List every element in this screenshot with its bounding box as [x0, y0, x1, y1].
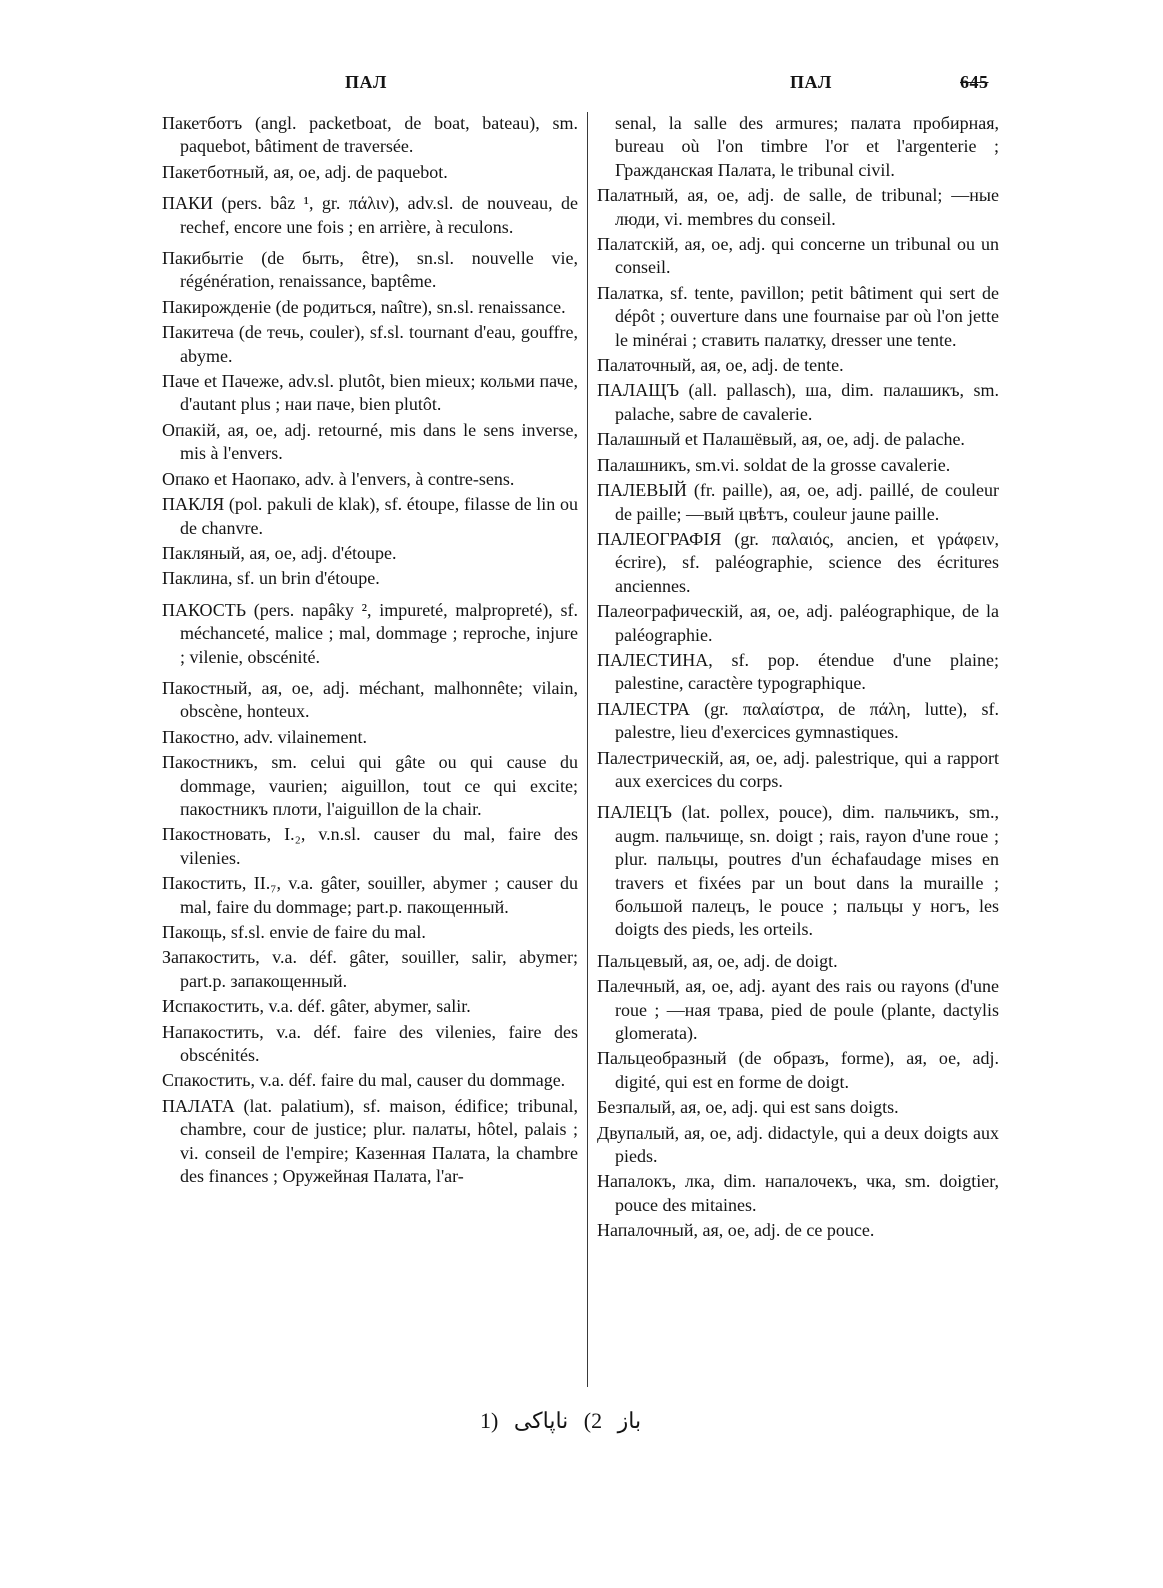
footnotes: [480, 1408, 651, 1434]
entry-palatka: Палатка, sf. tente, pavillon; petit bâtiment qui sert de dépôt ; ouverture dans une fournaise par où l'on jette le minérai ; ставить палатку, dresser une tente.: [597, 282, 999, 350]
running-head-left: ПАЛ: [345, 72, 387, 92]
entry-palestricheskii: Палестрическій, ая, ое, adj. palestrique, qui a rapport aux exercices du corps.: [597, 747, 999, 791]
entry-pakibytie: Пакибытіе (de быть, être), sn.sl. nouvelle vie, régénération, renaissance, baptême.: [162, 248, 578, 292]
entry-palestra: ПАЛЕСТРА (gr. παλαίστρα, de πάλη, lutte), sf. palestre, lieu d'exercices gymnastiques.: [597, 698, 999, 743]
entry-opakii: Опакій, ая, ое, adj. retourné, mis dans le sens inverse, mis à l'envers.: [162, 419, 578, 464]
entry-paltsevyi: Пальцевый, ая, ое, adj. de doigt.: [597, 950, 838, 971]
entry-opako: Опако et Наопако, adv. à l'envers, à contre-sens.: [162, 468, 515, 489]
entry-napalok: Напалокъ, лка, dim. напалочекъ, чка, sm. doigtier, pouce des mitaines.: [597, 1171, 999, 1215]
footnote-1-text: باز: [617, 1408, 642, 1433]
entry-pakirozhdenie: Пакирожденіе (de родиться, naître), sn.sl. renaissance.: [162, 296, 566, 317]
entry-pakostnyi: Пакостный, ая, ое, adj. méchant, malhonnête; vilain, obscène, honteux.: [162, 677, 578, 722]
entry-palashnyi: Палашный et Палашёвый, ая, ое, adj. de palache.: [597, 429, 965, 450]
entry-palash: ПАЛАЩЪ (all. pallasch), ша, dim. палашикъ, sm. palache, sabre de cavalerie.: [597, 380, 999, 424]
entry-palatskii: Палатскій, ая, ое, adj. qui concerne un tribunal ou un conseil.: [597, 234, 999, 278]
entry-palechnyi: Палечный, ая, ое, adj. ayant des rais ou rayons (d'une roue ; —ная трава, pied de poule (plante, dactylis glomerata).: [597, 976, 999, 1044]
column-divider: [587, 112, 588, 1387]
entry-pakostnovat: Пакостновать, I.₂, v.n.sl. causer du mal, faire des vilenies.: [162, 824, 578, 868]
entry-spakostit: Спакостить, v.a. déf. faire du mal, causer du dommage.: [162, 1070, 566, 1091]
entry-paketbotnyi: Пакетботный, ая, ое, adj. de paquebot.: [162, 161, 448, 182]
right-column: [597, 112, 999, 1245]
entry-dvupalyi: Двупалый, ая, ое, adj. didactyle, qui a deux doigts aux pieds.: [597, 1122, 999, 1167]
entry-pakostnik: Пакостникъ, sm. celui qui gâte ou qui cause du dommage, vaurien; aiguillon, tout ce qui excite; пакостникъ плоти, l'aiguillon de la chair.: [162, 752, 578, 819]
footnote-2-text: ناپاکی: [513, 1408, 569, 1433]
entry-pakost: ПАКОСТЬ (pers. napâky ², impureté, malpropreté), sf. méchanceté, malice ; mal, dommage ; reproche, injure ; vilenie, obscénité.: [162, 599, 578, 667]
entry-napakostit: Напакостить, v.a. déf. faire des vilenies, faire des obscénités.: [162, 1021, 578, 1066]
entry-paklya: ПАКЛЯ (pol. pakuli de klak), sf. étoupe, filasse de lin ou de chanvre.: [162, 494, 578, 538]
entry-paleograficheskii: Палеографическій, ая, ое, adj. paléographique, de la paléographie.: [597, 601, 999, 645]
entry-paki: ПАКИ (pers. bâz ¹, gr. πάλιν), adv.sl. de nouveau, de rechef, encore une fois ; en arrière, à reculons.: [162, 193, 578, 237]
entry-palets: ПАЛЕЦЪ (lat. pollex, pouce), dim. пальчикъ, sm., augm. пальчище, sn. doigt ; rais, rayon d'une roue ; plur. пальцы, poutres d'un échafaudage mises en travers et fixées par un bout dans la muraille ; большой палецъ, le pouce ; пальцы у ногъ, les doigts des pieds, les orteils.: [597, 802, 999, 940]
entry-palata-continued: senal, la salle des armures; палата пробирная, bureau où l'on timbre l'or et l'argenterie ; Гражданская Палата, le tribunal civil.: [615, 113, 999, 180]
entry-palata: ПАЛАТА (lat. palatium), sf. maison, édifice; tribunal, chambre, cour de justice; plur. палаты, hôtel, palais ; vi. conseil de l'empire; Казенная Палата, la chambre des finances ; Оружейная Палата, l'ar-: [162, 1095, 578, 1187]
entry-pakitecha: Пакитеча (de течь, couler), sf.sl. tournant d'eau, gouffre, abyme.: [162, 322, 578, 366]
entry-paklina: Паклина, sf. un brin d'étoupe.: [162, 568, 380, 589]
entry-paketbot: Пакетботъ (angl. packetboat, de boat, bateau), sm. paquebot, bâtiment de traversée.: [162, 113, 578, 157]
page-number: 645: [960, 72, 989, 92]
entry-zapakostit: Запакостить, v.a. déf. gâter, souiller, salir, abymer; part.p. запакощенный.: [162, 947, 578, 991]
entry-palevyi: ПАЛЕВЫЙ (fr. paille), ая, ое, adj. paillé, de couleur de paille; —вый цвѣтъ, couleur jaune paille.: [597, 480, 999, 524]
entry-pakoshch: Пакощь, sf.sl. envie de faire du mal.: [162, 922, 426, 942]
entry-paleografiya: ПАЛЕОГРАФІЯ (gr. παλαιός, ancien, et γράφειν, écrire), sf. paléographie, science des écritures anciennes.: [597, 528, 999, 596]
footnote-2-marker: 2): [583, 1408, 603, 1433]
entry-pakostno: Пакостно, adv. vilainement.: [162, 726, 368, 747]
entry-ispakostit: Испакостить, v.a. déf. gâter, abymer, salir.: [162, 996, 471, 1017]
running-head-right: ПАЛ: [790, 72, 832, 92]
entry-palatochnyi: Палаточный, ая, ое, adj. de tente.: [597, 355, 844, 376]
left-column: [162, 112, 578, 1190]
entry-pache: Паче et Пачеже, adv.sl. plutôt, bien mieux; кольми паче, d'autant plus ; наи паче, bien plutôt.: [162, 371, 578, 415]
entry-pakostit: Пакостить, II.₇, v.a. gâter, souiller, abymer ; causer du mal, faire du dommage; part.p. пакощенный.: [162, 873, 578, 917]
entry-paklyanyi: Пакляный, ая, ое, adj. d'étoupe.: [162, 542, 397, 563]
entry-paltseobraznyi: Пальцеобразный (de образъ, forme), ая, ое, adj. digité, qui est en forme de doigt.: [597, 1048, 999, 1092]
entry-palashnik: Палашникъ, sm.vi. soldat de la grosse cavalerie.: [597, 454, 951, 475]
entry-palatnyi: Палатный, ая, ое, adj. de salle, de tribunal; —ные люди, vi. membres du conseil.: [597, 185, 999, 229]
entry-bezpalyi: Безпалый, ая, ое, adj. qui est sans doigts.: [597, 1097, 899, 1118]
entry-palestina: ПАЛЕСТИНА, sf. pop. étendue d'une plaine; palestine, caractère typographique.: [597, 649, 999, 694]
entry-napalochnyi: Напалочный, ая, ое, adj. de ce pouce.: [597, 1220, 875, 1241]
footnote-1-marker: 1): [480, 1408, 499, 1433]
